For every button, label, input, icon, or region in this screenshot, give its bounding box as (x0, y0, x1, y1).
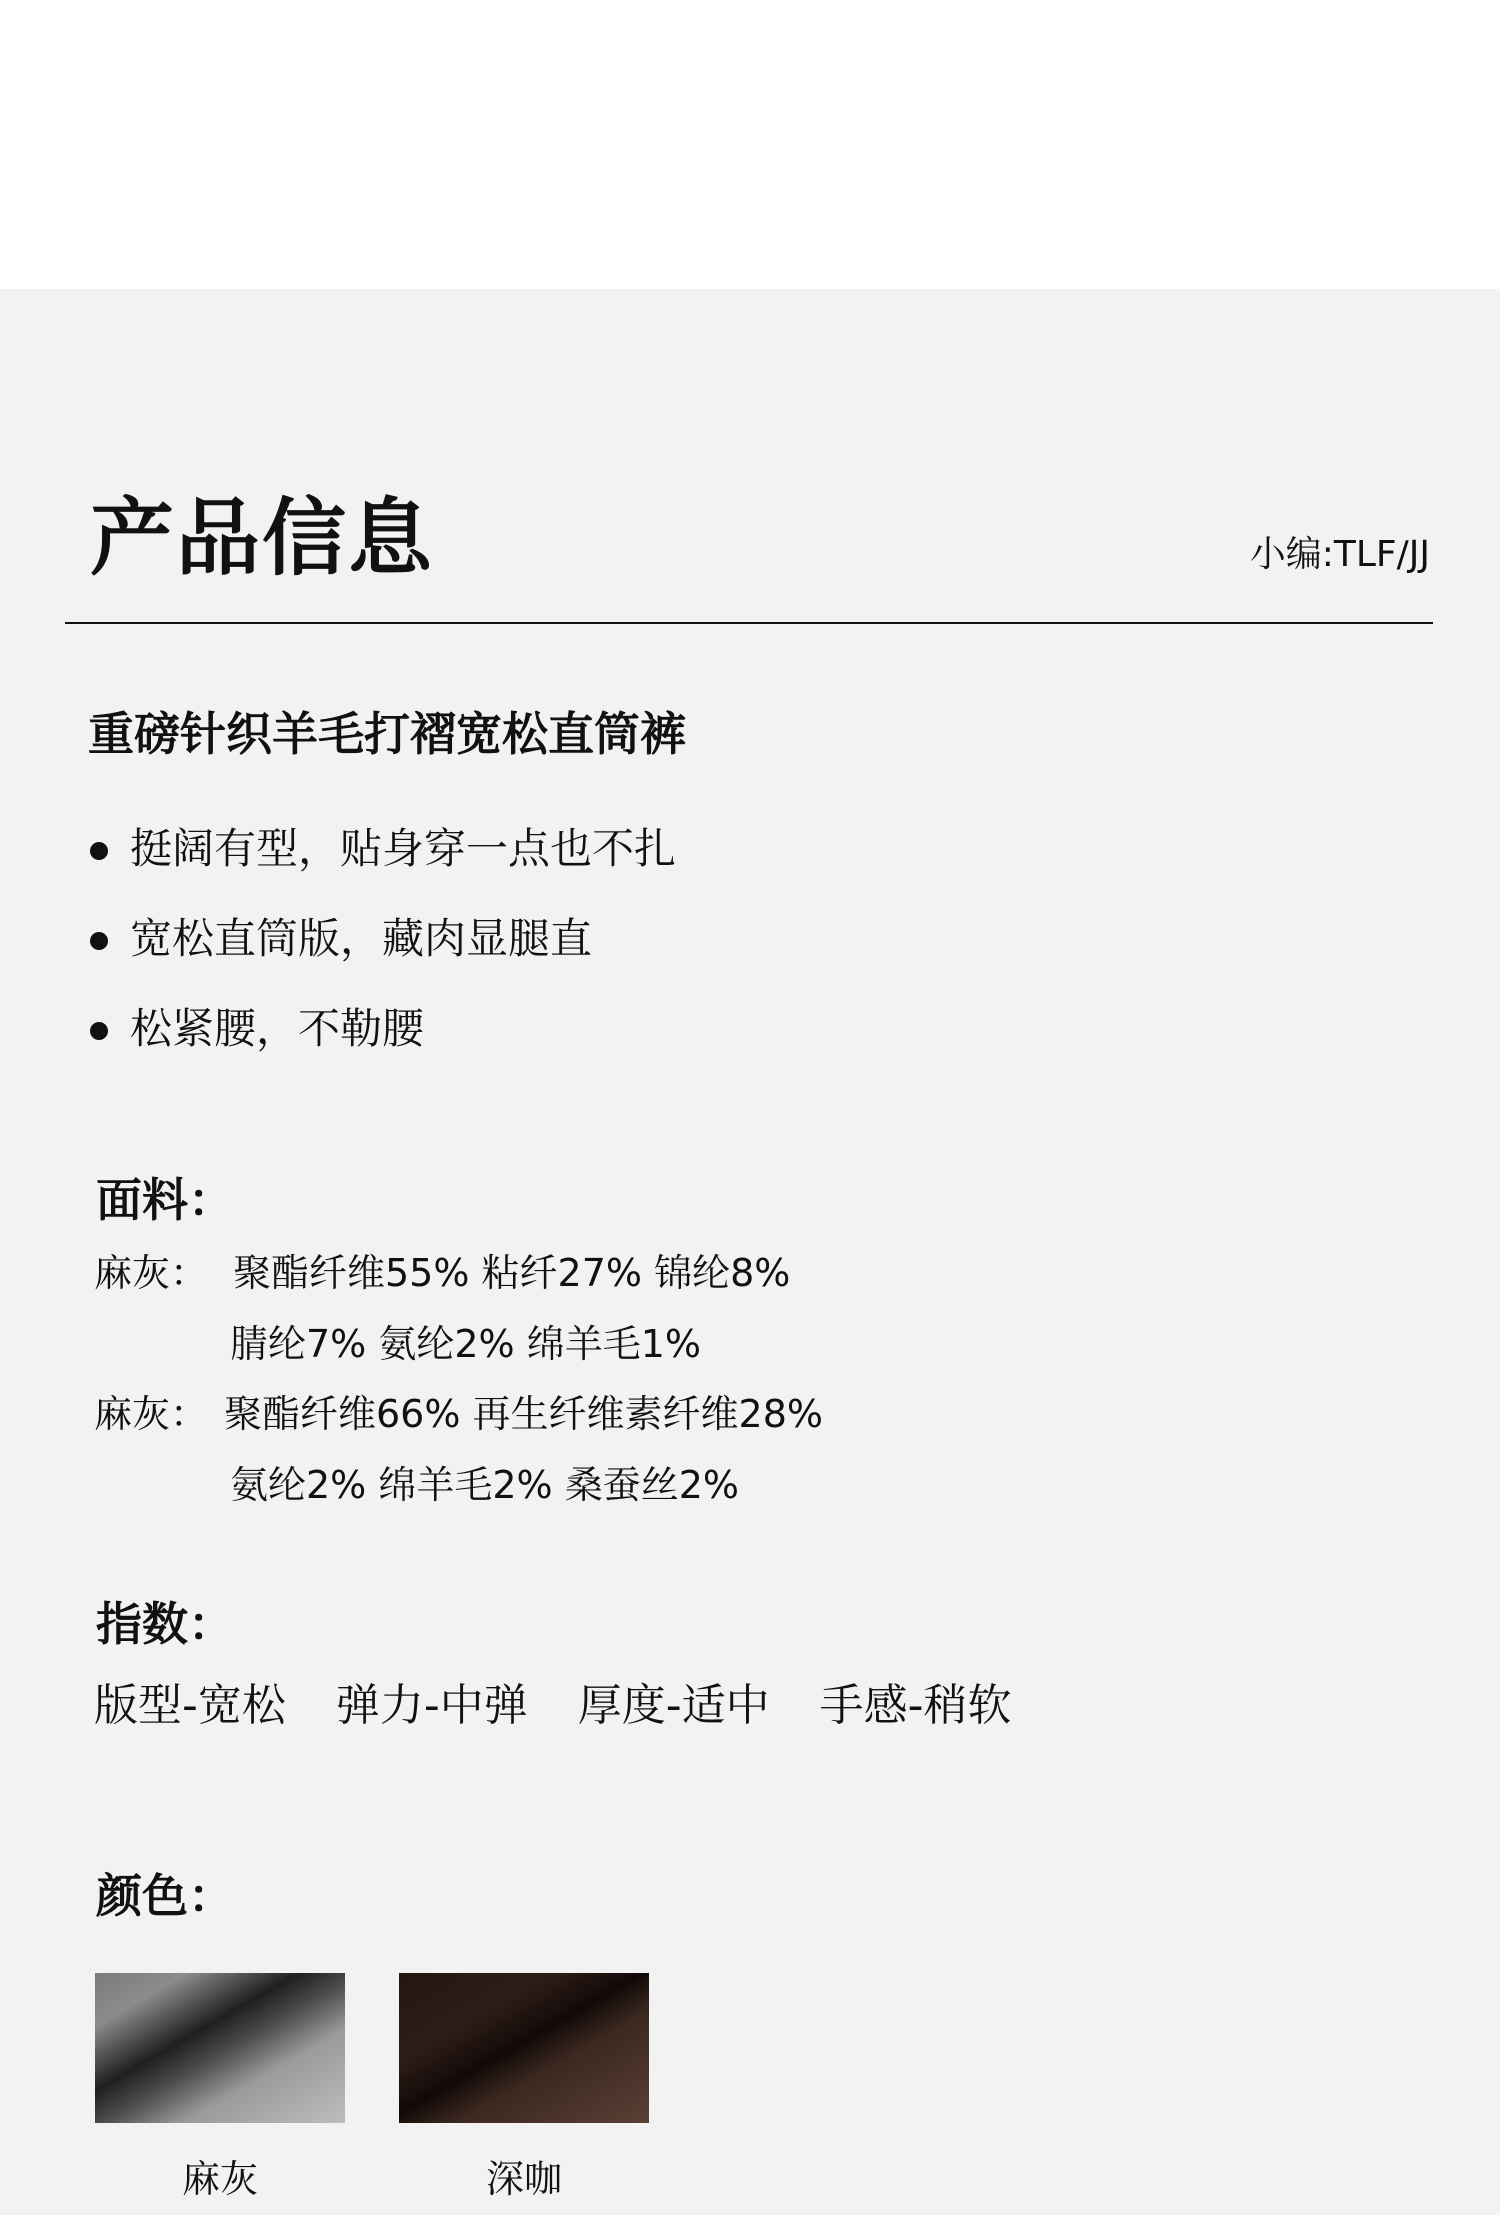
fabric-label: 麻灰： (94, 1251, 209, 1295)
swatch-label: 麻灰 (181, 2157, 258, 2201)
fabric-label: 麻灰： (94, 1392, 209, 1436)
index-thickness: 厚度-适中 (577, 1680, 770, 1731)
colors-title: 颜色： (96, 1869, 234, 1923)
fabric-composition-line: 聚酯纤维66% 再生纤维素纤维28% (224, 1392, 824, 1436)
color-swatch-dark-coffee[interactable] (399, 1973, 649, 2123)
feature-text: 松紧腰，不勒腰 (130, 1004, 425, 1053)
index-hand-feel: 手感-稍软 (819, 1680, 1012, 1731)
feature-item (88, 908, 676, 998)
feature-text: 宽松直筒版，藏肉显腿直 (130, 914, 593, 963)
index-elasticity: 弹力-中弹 (335, 1680, 528, 1731)
bullet-icon (90, 1022, 108, 1040)
fabric-title: 面料： (96, 1173, 234, 1227)
swatch-label: 深咖 (485, 2157, 562, 2201)
feature-list (88, 818, 676, 1088)
index-fit: 版型-宽松 (94, 1680, 286, 1731)
bullet-icon (90, 932, 108, 950)
fabric-composition-line: 聚酯纤维55% 粘纤27% 锦纶8% (233, 1251, 791, 1295)
product-name: 重磅针织羊毛打褶宽松直筒裤 (88, 707, 686, 761)
feature-item (88, 998, 676, 1088)
bullet-icon (90, 842, 108, 860)
page-title: 产品信息 (90, 489, 435, 587)
fabric-composition-line: 氨纶2% 绵羊毛2% 桑蚕丝2% (230, 1463, 740, 1507)
feature-text: 挺阔有型，贴身穿一点也不扎 (130, 824, 677, 873)
indices-list (94, 1676, 1048, 1736)
feature-item (88, 818, 676, 908)
indices-title: 指数： (96, 1597, 234, 1651)
header-divider (65, 622, 1433, 624)
color-swatch-heather-gray[interactable] (95, 1973, 345, 2123)
editor-tag: 小编:TLF/JJ (1249, 534, 1430, 575)
fabric-composition-line: 腈纶7% 氨纶2% 绵羊毛1% (230, 1322, 702, 1366)
top-blank-area (0, 0, 1500, 289)
